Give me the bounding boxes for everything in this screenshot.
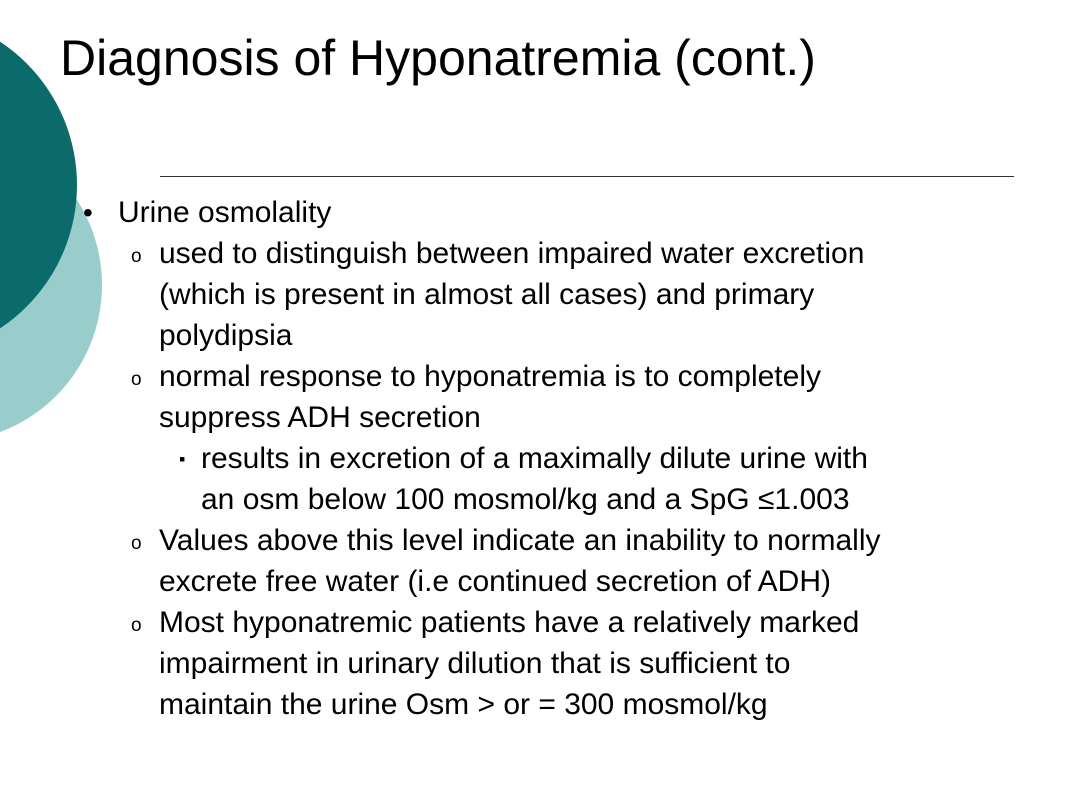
sub-bullet-distinguish-cont bbox=[0, 274, 1066, 315]
sub-bullet-marker: o bbox=[131, 246, 142, 267]
bullet-urine-osmolality bbox=[0, 192, 1066, 233]
sub-bullet-text: Most hyponatremic patients have a relatively marked bbox=[159, 606, 860, 639]
sub-bullet-marker: o bbox=[131, 615, 142, 636]
sub-bullet-normal-response-cont bbox=[0, 397, 1066, 438]
sub-bullet-values-above-cont bbox=[0, 561, 1066, 602]
sub-bullet-most-patients-cont bbox=[0, 643, 1066, 684]
sub-bullet-distinguish bbox=[0, 233, 1066, 274]
sub-sub-bullet-text: results in excretion of a maximally dilute urine with bbox=[201, 442, 868, 475]
sub-sub-bullet-dilute-urine-cont bbox=[0, 479, 1066, 520]
sub-sub-bullet-text: an osm below 100 mosmol/kg and a SpG ≤1.003 bbox=[201, 483, 850, 516]
sub-bullet-text: suppress ADH secretion bbox=[159, 401, 481, 434]
bullet-text: Urine osmolality bbox=[118, 196, 332, 229]
slide-body bbox=[0, 192, 1066, 725]
sub-bullet-most-patients bbox=[0, 602, 1066, 643]
sub-bullet-text: impairment in urinary dilution that is sufficient to bbox=[159, 647, 791, 680]
sub-bullet-values-above bbox=[0, 520, 1066, 561]
bullet-dot: • bbox=[83, 197, 93, 228]
sub-bullet-most-patients-cont bbox=[0, 684, 1066, 725]
sub-bullet-distinguish-cont bbox=[0, 315, 1066, 356]
sub-bullet-normal-response bbox=[0, 356, 1066, 397]
sub-bullet-text: excrete free water (i.e continued secretion of ADH) bbox=[159, 565, 831, 598]
sub-sub-bullet-dilute-urine bbox=[0, 438, 1066, 479]
sub-bullet-marker: o bbox=[131, 369, 142, 390]
sub-bullet-text: normal response to hyponatremia is to completely bbox=[159, 360, 821, 393]
sub-bullet-text: (which is present in almost all cases) and primary bbox=[159, 278, 815, 311]
sub-bullet-marker: o bbox=[131, 533, 142, 554]
sub-bullet-text: polydipsia bbox=[159, 319, 293, 352]
title-divider bbox=[160, 176, 1014, 177]
sub-bullet-text: maintain the urine Osm > or = 300 mosmol/kg bbox=[159, 688, 768, 721]
sub-bullet-text: used to distinguish between impaired water excretion bbox=[159, 237, 865, 270]
sub-bullet-text: Values above this level indicate an inability to normally bbox=[159, 524, 881, 557]
square-bullet-icon: ▪ bbox=[179, 449, 186, 469]
slide-title: Diagnosis of Hyponatremia (cont.) bbox=[60, 30, 816, 86]
